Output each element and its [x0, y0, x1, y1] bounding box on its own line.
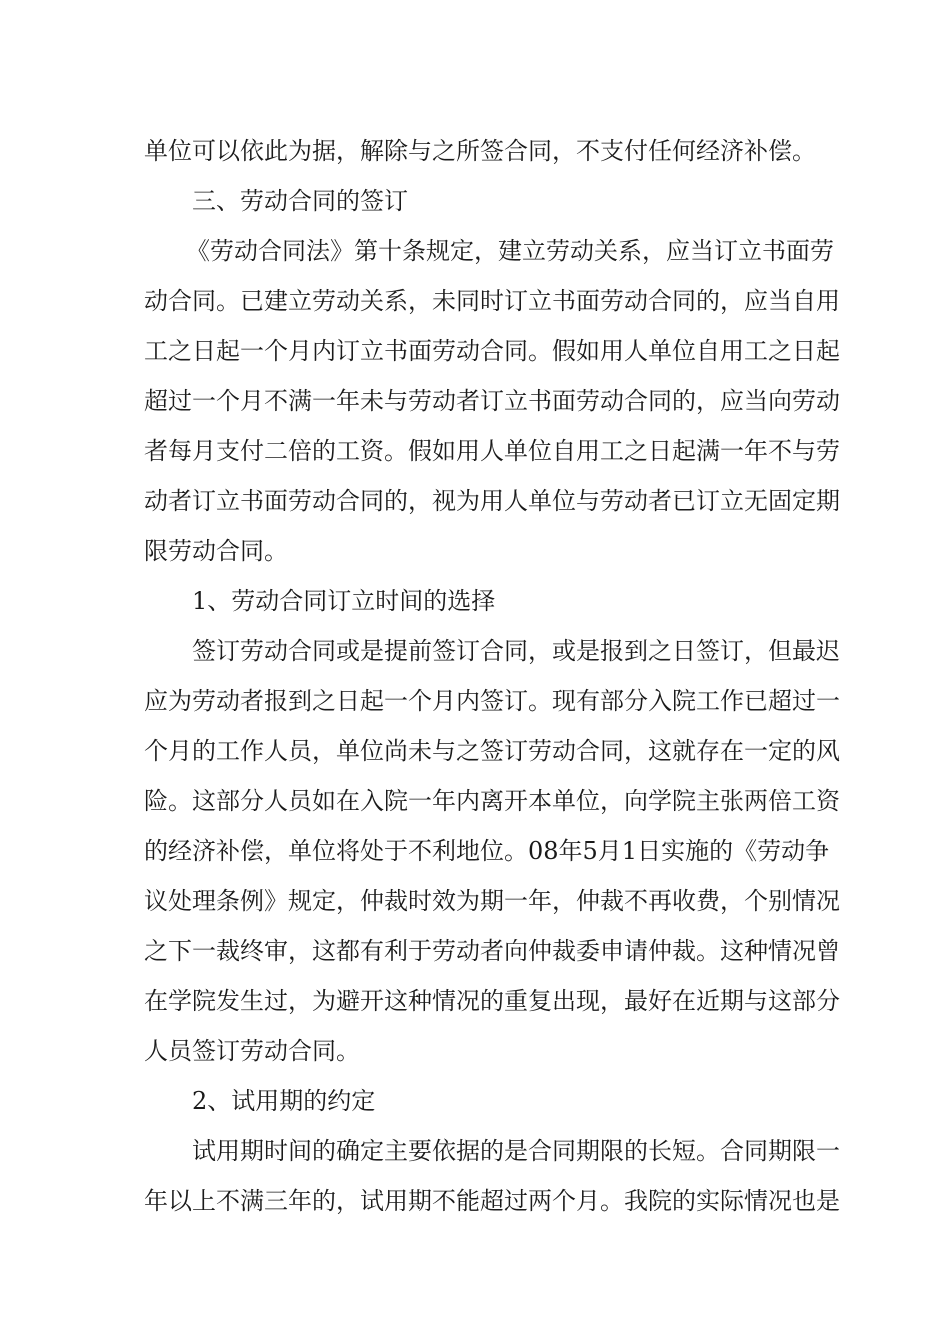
paragraph-first-line: 《劳动合同法》第十条规定，建立劳动关系，应当订立书面劳: [186, 237, 834, 265]
body-text-line: 年以上不满三年的，试用期不能超过两个月。我院的实际情况也是: [144, 1187, 840, 1215]
body-text-line: 个月的工作人员，单位尚未与之签订劳动合同，这就存在一定的风: [144, 737, 840, 765]
body-text-line: 险。这部分人员如在入院一年内离开本单位，向学院主张两倍工资: [144, 787, 840, 815]
body-text-line: 议处理条例》规定，仲裁时效为期一年，仲裁不再收费，个别情况: [144, 887, 840, 915]
paragraph-first-line: 签订劳动合同或是提前签订合同，或是报到之日签订，但最迟: [192, 637, 840, 665]
body-text-line: 的经济补偿，单位将处于不利地位。08年5月1日实施的《劳动争: [144, 837, 830, 865]
body-text-line: 工之日起一个月内订立书面劳动合同。假如用人单位自用工之日起: [144, 337, 840, 365]
body-text-line: 限劳动合同。: [144, 537, 288, 565]
body-text-line: 在学院发生过，为避开这种情况的重复出现，最好在近期与这部分: [144, 987, 840, 1015]
subsection-heading: 2、试用期的约定: [192, 1087, 376, 1115]
paragraph-first-line: 试用期时间的确定主要依据的是合同期限的长短。合同期限一: [192, 1137, 840, 1165]
body-text-line: 者每月支付二倍的工资。假如用人单位自用工之日起满一年不与劳: [144, 437, 840, 465]
body-text-line: 超过一个月不满一年未与劳动者订立书面劳动合同的，应当向劳动: [144, 387, 840, 415]
subsection-heading: 1、劳动合同订立时间的选择: [192, 587, 496, 615]
body-text-line: 之下一裁终审，这都有利于劳动者向仲裁委申请仲裁。这种情况曾: [144, 937, 840, 965]
body-text-line: 单位可以依此为据，解除与之所签合同，不支付任何经济补偿。: [144, 137, 816, 165]
body-text-line: 应为劳动者报到之日起一个月内签订。现有部分入院工作已超过一: [144, 687, 840, 715]
body-text-line: 动合同。已建立劳动关系，未同时订立书面劳动合同的，应当自用: [144, 287, 840, 315]
body-text-line: 人员签订劳动合同。: [144, 1037, 360, 1065]
section-heading: 三、劳动合同的签订: [192, 187, 408, 215]
body-text-line: 动者订立书面劳动合同的，视为用人单位与劳动者已订立无固定期: [144, 487, 840, 515]
